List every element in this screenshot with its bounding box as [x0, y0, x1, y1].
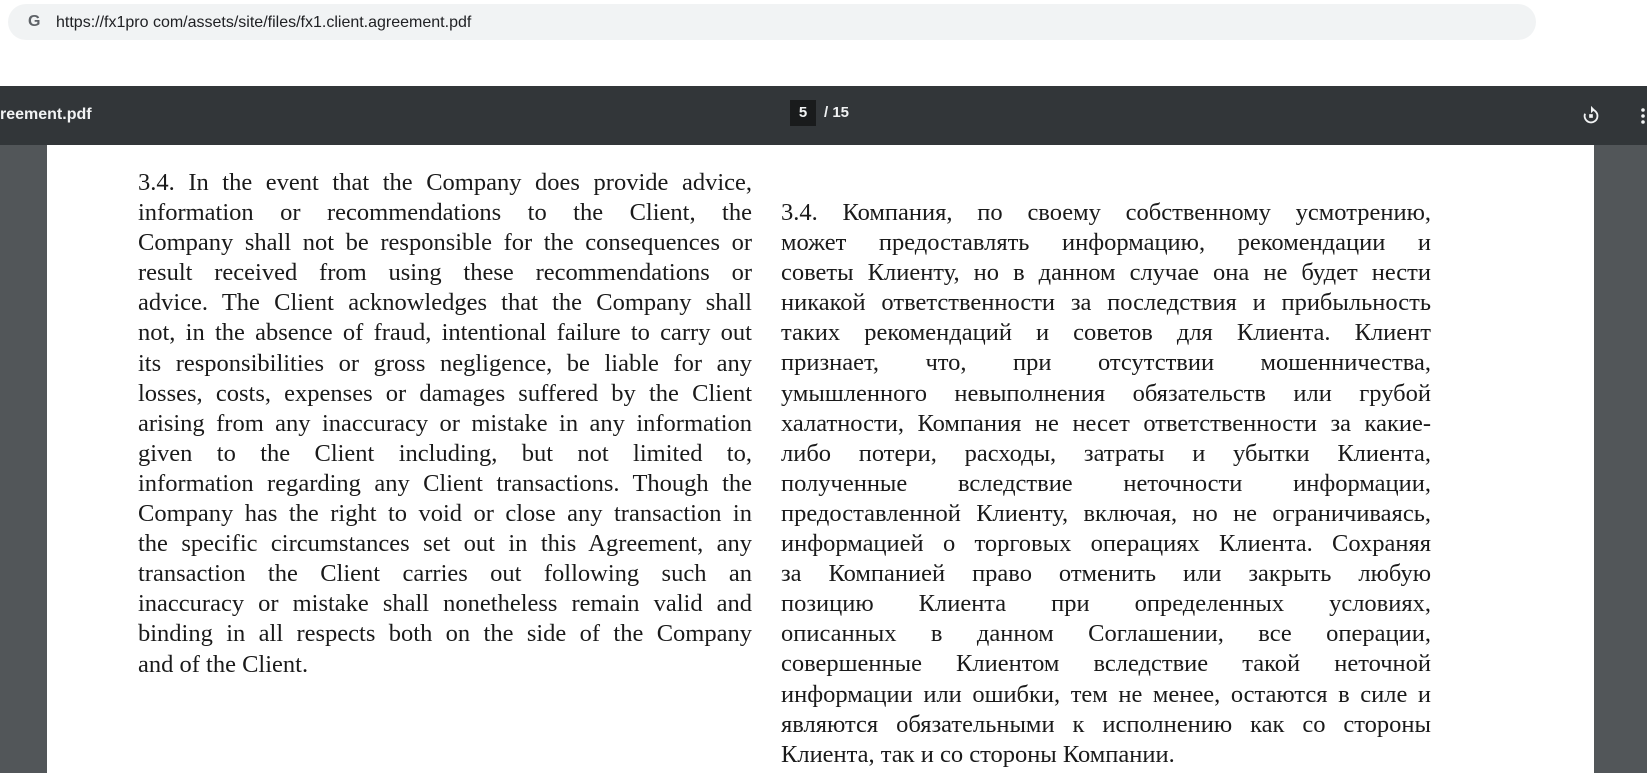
- text-line: никакой ответственности за последствия и прибыльность: [781, 289, 1431, 317]
- url-field[interactable]: [8, 4, 1536, 40]
- text-line: признает, что, при отсутствии мошенничества,: [781, 349, 1431, 377]
- text-line: за Компанией право отменить или закрыть любую: [781, 560, 1431, 588]
- pdf-file-title: reement.pdf: [0, 106, 92, 123]
- text-line: умышленного невыполнения обязательств или грубой: [781, 379, 1431, 407]
- text-line: информации или ошибки, тем не менее, остаются в силе и: [781, 680, 1431, 708]
- page-number-input[interactable]: 5: [790, 100, 816, 126]
- text-line: 3.4. In the event that the Company does provide advice,: [138, 169, 752, 196]
- pdf-viewer[interactable]: [0, 145, 1647, 773]
- text-line: позицию Клиента при определенных условиях,: [781, 590, 1431, 618]
- text-line: information or recommendations to the Client, the: [138, 199, 752, 227]
- text-line: not, in the absence of fraud, intentional failure to carry out: [138, 319, 752, 347]
- rotate-icon[interactable]: [1580, 105, 1602, 127]
- text-line: полученные вследствие неточности информации,: [781, 469, 1431, 497]
- text-line: являются обязательными к исполнению как со стороны: [781, 710, 1431, 738]
- page-total: / 15: [824, 104, 850, 121]
- text-line: the specific circumstances set out in this Agreement, any: [138, 530, 752, 558]
- text-line: arising from any inaccuracy or mistake in any information: [138, 409, 752, 437]
- text-line: может предоставлять информацию, рекомендации и: [781, 229, 1431, 257]
- text-line: совершенные Клиентом вследствие такой неточной: [781, 650, 1431, 678]
- text-line: Company has the right to void or close any transaction in: [138, 500, 752, 528]
- text-line: losses, costs, expenses or damages suffered by the Client: [138, 379, 752, 407]
- text-line: халатности, Компания не несет ответственности за какие-: [781, 409, 1431, 437]
- viewer-scroll-gutter: [1594, 145, 1647, 773]
- russian-paragraph: [781, 198, 1431, 770]
- google-g-icon: G: [28, 13, 41, 30]
- text-line: given to the Client including, but not limited to,: [138, 439, 752, 467]
- text-line: либо потери, расходы, затраты и убытки Клиента,: [781, 439, 1431, 467]
- url-text[interactable]: https://fx1pro com/assets/site/files/fx1.client.agreement.pdf: [56, 14, 472, 31]
- text-line: информацией о торговых операциях Клиента. Сохраняя: [781, 530, 1431, 558]
- text-line: таких рекомендаций и советов для Клиента. Клиент: [781, 319, 1431, 347]
- text-line: and of the Client.: [138, 650, 309, 678]
- text-line: binding in all respects both on the side of the Company: [138, 620, 752, 648]
- text-line: inaccuracy or mistake shall nonetheless remain valid and: [138, 590, 752, 618]
- pdf-toolbar: [0, 86, 1647, 145]
- text-line: its responsibilities or gross negligence, be liable for any: [138, 349, 752, 377]
- text-line: советы Клиенту, но в данном случае она не будет нести: [781, 259, 1431, 287]
- text-line: 3.4. Компания, по своему собственному усмотрению,: [781, 199, 1431, 226]
- text-line: Клиента, так и со стороны Компании.: [781, 740, 1175, 768]
- text-line: transaction the Client carries out following such an: [138, 560, 752, 588]
- english-paragraph: [138, 168, 752, 680]
- browser-address-bar: [0, 0, 1647, 86]
- text-line: advice. The Client acknowledges that the Company shall: [138, 289, 752, 317]
- text-line: result received from using these recommendations or: [138, 259, 752, 287]
- more-vert-icon[interactable]: [1640, 108, 1647, 124]
- text-line: предоставленной Клиенту, включая, но не ограничиваясь,: [781, 499, 1431, 527]
- text-line: описанных в данном Соглашении, все операции,: [781, 620, 1431, 648]
- text-line: Company shall not be responsible for the consequences or: [138, 229, 752, 257]
- text-line: information regarding any Client transactions. Though the: [138, 469, 752, 497]
- pdf-page: [47, 145, 1594, 773]
